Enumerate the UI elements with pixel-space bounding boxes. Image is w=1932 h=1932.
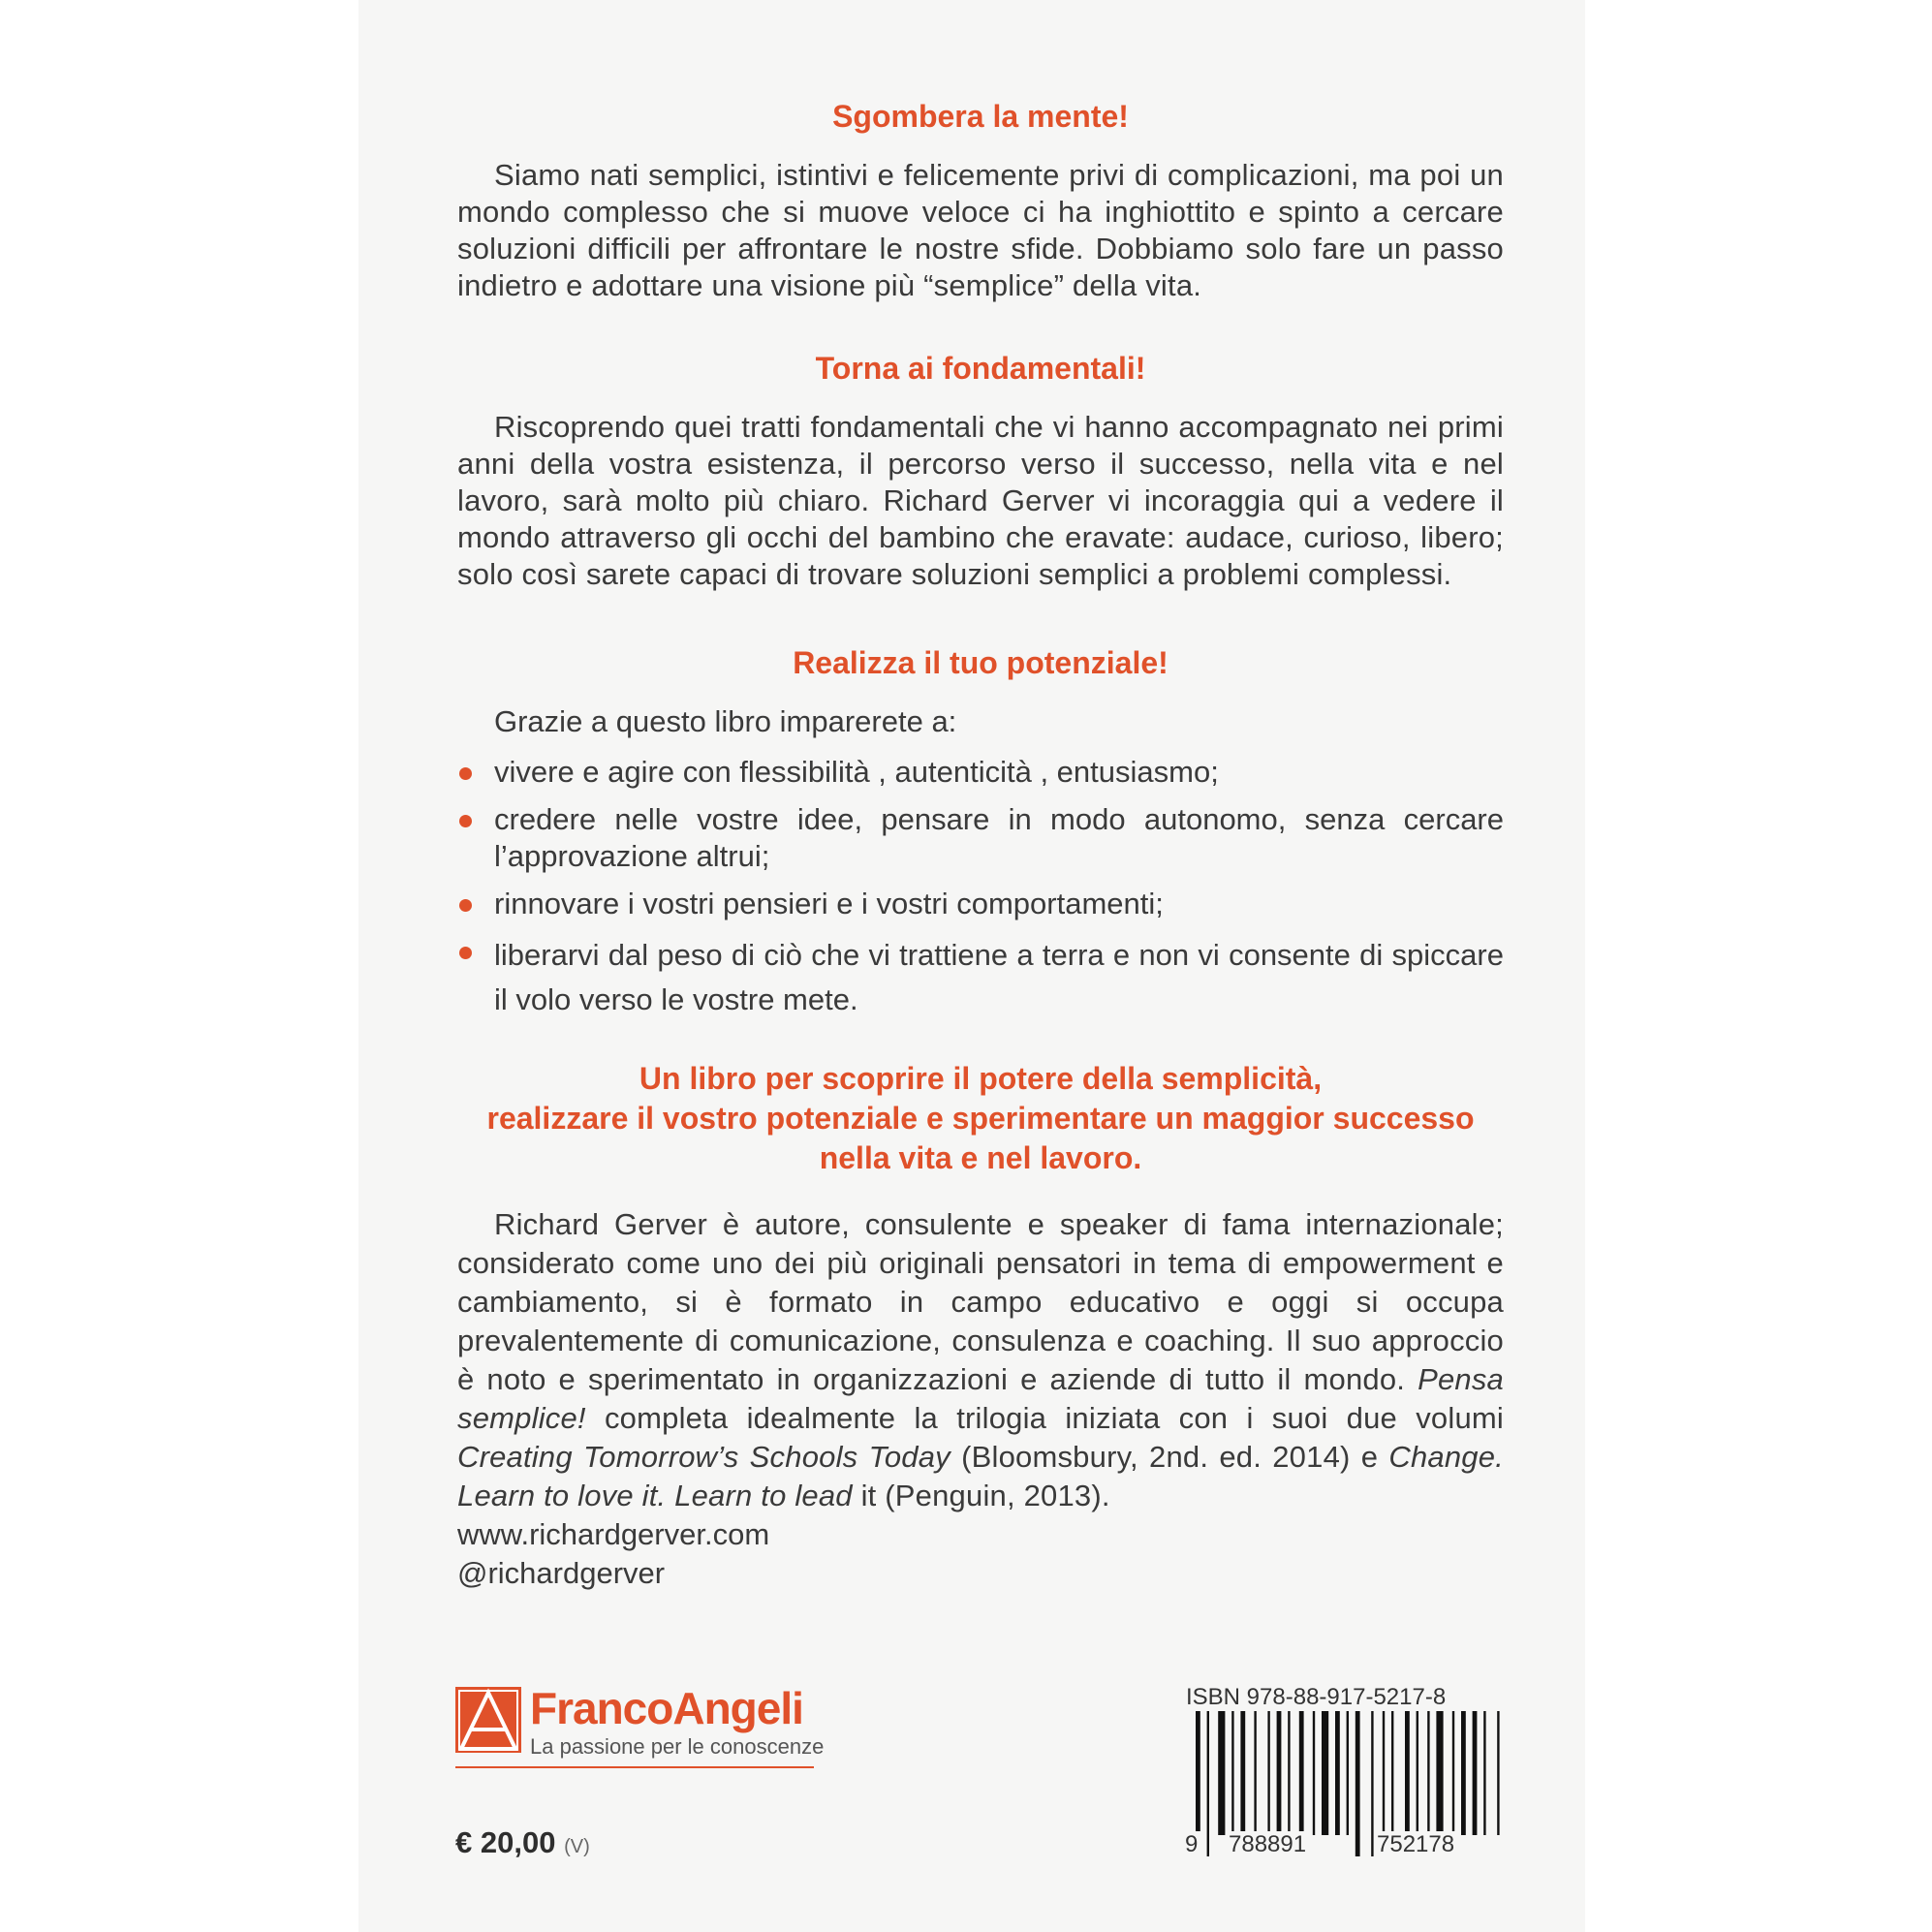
author-handle: @richardgerver	[457, 1556, 666, 1590]
barcode-digit-first: 9	[1182, 1831, 1200, 1858]
paragraph-fondamentali: Riscoprendo quei tratti fondamentali che vi hanno accompagnato nei primi anni della vostra esistenza, il percorso verso il successo, nella vita e nel lavoro, sarà molto più chiaro. Richard Gerver vi incoraggia qui a vedere il mondo attraverso gli occhi del bambino che eravate: audace, curioso, libero; solo così sarete capaci di trovare soluzioni semplici a problemi complessi.	[457, 410, 1504, 591]
barcode-bar	[1267, 1711, 1269, 1835]
barcode-bar	[1391, 1711, 1393, 1835]
publisher-tagline: La passione per le conoscenze	[530, 1734, 825, 1759]
author-website: www.richardgerver.com	[457, 1517, 770, 1551]
barcode-bar	[1313, 1711, 1315, 1835]
barcode-bar	[1207, 1711, 1209, 1856]
barcode-bar	[1299, 1711, 1304, 1835]
publisher-logo-icon	[455, 1687, 521, 1753]
barcode-digits-left: 788891	[1226, 1831, 1309, 1858]
tagline-line: nella vita e nel lavoro.	[819, 1140, 1142, 1175]
bullet-dot-icon	[459, 947, 472, 959]
barcode-bar	[1254, 1711, 1256, 1835]
book-title: Change. Learn to love it. Learn to lead	[457, 1440, 1504, 1512]
list-item: liberarvi dal peso di ciò che vi trattiene a terra e non vi consente di spiccare il volo verso le vostre mete.	[457, 933, 1504, 1022]
price-note: (V)	[564, 1836, 590, 1857]
bullet-dot-icon	[459, 767, 472, 780]
barcode-bar	[1497, 1711, 1499, 1835]
price	[455, 1825, 590, 1864]
barcode-bar	[1277, 1711, 1282, 1835]
publisher-name: FrancoAngeli	[530, 1683, 803, 1733]
list-intro: Grazie a questo libro imparerete a:	[494, 704, 957, 738]
barcode-bar	[1231, 1711, 1233, 1835]
barcode-bar	[1347, 1711, 1349, 1835]
publisher-logo	[455, 1683, 825, 1770]
barcode-bar	[1288, 1711, 1290, 1835]
heading-fondamentali: Torna ai fondamentali!	[815, 351, 1146, 386]
barcode-bar	[1383, 1711, 1385, 1835]
barcode-bar	[1461, 1711, 1466, 1835]
barcode-bar	[1335, 1711, 1340, 1835]
tagline-line: realizzare il vostro potenziale e sperimentare un maggior successo	[486, 1101, 1475, 1136]
heading-sgombera: Sgombera la mente!	[832, 99, 1129, 134]
barcode-bar	[1240, 1711, 1245, 1835]
benefits-list	[457, 754, 1504, 1022]
paragraph-intro: Siamo nati semplici, istintivi e felicemente privi di complicazioni, ma poi un mondo complesso che si muove veloce ci ha inghiottito e spinto a cercare soluzioni difficili per affrontare le nostre sfide. Dobbiamo solo fare un passo indietro e adottare una visione più “semplice” della vita.	[457, 158, 1504, 302]
barcode-bar	[1356, 1711, 1360, 1856]
author-bio: Richard Gerver è autore, consulente e speaker di fama internazionale; considerato come uno dei più originali pensatori in tema di empowerment e cambiamento, si è formato in campo educativo e oggi si occupa prevalentemente di comunicazione, consulenza e coaching. Il suo approccio è noto e sperimentato in organizzazioni e aziende di tutto il mondo. Pensa semplice! completa idealmente la trilogia iniziata con i suoi due volumi Creating Tomorrow’s Schools Today (Bloomsbury, 2nd. ed. 2014) e Change. Learn to love it. Learn to lead it (Penguin, 2013).	[457, 1207, 1504, 1512]
barcode-bar	[1427, 1711, 1429, 1835]
bullet-dot-icon	[459, 899, 472, 912]
barcode-bar	[1452, 1711, 1454, 1835]
barcode-bar	[1322, 1711, 1328, 1835]
barcode-bar	[1483, 1711, 1485, 1835]
barcode-digits-right: 752178	[1374, 1831, 1457, 1858]
divider	[455, 1766, 814, 1768]
tagline	[457, 1059, 1504, 1178]
book-title: Creating Tomorrow’s Schools Today	[457, 1440, 950, 1474]
cover-text	[457, 93, 1504, 1593]
tagline-line: Un libro per scoprire il potere della semplicità,	[639, 1061, 1323, 1096]
barcode-bar	[1436, 1711, 1443, 1835]
barcode-bar	[1405, 1711, 1410, 1835]
barcode-bar	[1473, 1711, 1478, 1835]
list-item: vivere e agire con flessibilità , autenticità , entusiasmo;	[457, 754, 1504, 791]
heading-potenziale: Realizza il tuo potenziale!	[793, 645, 1169, 680]
list-item: rinnovare i vostri pensieri e i vostri comportamenti;	[457, 886, 1504, 922]
book-title: Pensa semplice!	[457, 1362, 1504, 1435]
price-value: € 20,00	[455, 1825, 556, 1859]
barcode-bar	[1417, 1711, 1418, 1835]
bullet-dot-icon	[459, 815, 472, 827]
isbn-label: ISBN 978-88-917-5217-8	[1186, 1684, 1447, 1710]
barcode-bar	[1218, 1711, 1225, 1835]
list-item: credere nelle vostre idee, pensare in modo autonomo, senza cercare l’approvazione altrui;	[457, 801, 1504, 875]
